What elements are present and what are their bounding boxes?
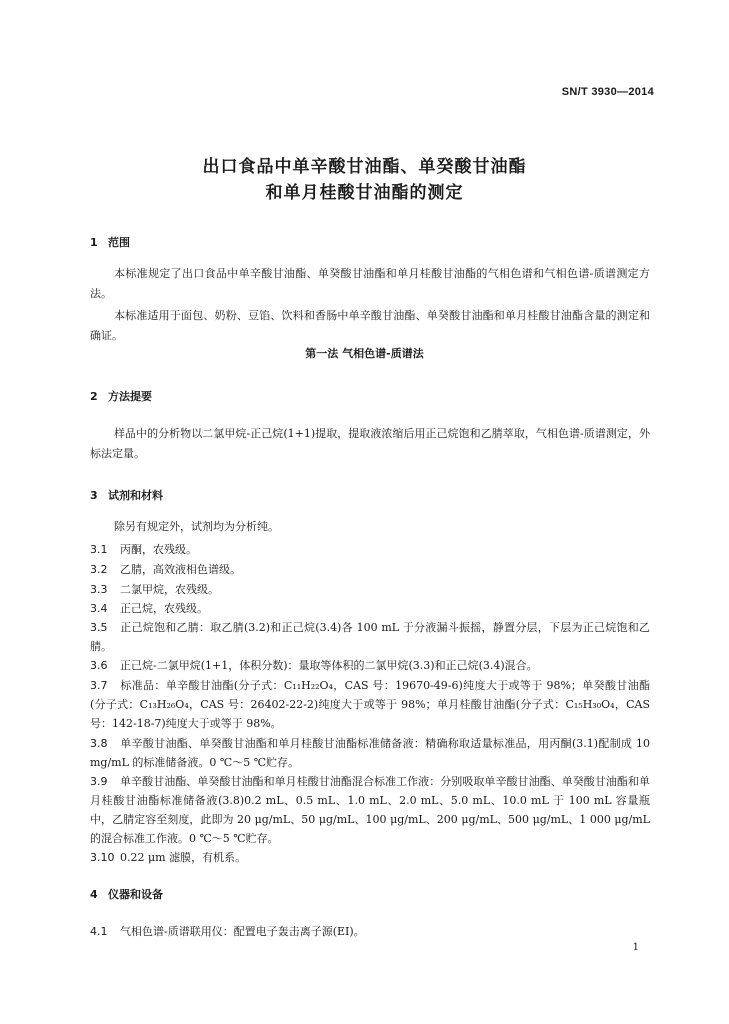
section-heading-instruments	[90, 886, 163, 902]
principle-paragraph: 样品中的分析物以二氯甲烷-正己烷(1+1)提取，提取液浓缩后用正己烷饱和乙腈萃取，气相色谱-质谱测定，外标法定量。	[90, 427, 650, 460]
scope-paragraph-2: 本标准适用于面包、奶粉、豆馅、饮料和香肠中单辛酸甘油酯、单癸酸甘油酯和单月桂酸甘油酯含量的测定和确证。	[90, 309, 650, 342]
standard-number: SN/T 3930—2014	[561, 86, 654, 98]
reagent-item	[90, 560, 650, 579]
document-title-line-2: 和单月桂酸甘油酯的测定	[265, 183, 464, 203]
item-number: 3.1	[90, 543, 108, 556]
section-number: 1	[90, 236, 98, 249]
item-number: 3.2	[90, 563, 108, 576]
method-title: 第一法 气相色谱-质谱法	[305, 347, 424, 360]
instrument-item	[90, 922, 650, 941]
item-text: 正己烷饱和乙腈：取乙腈(3.2)和正己烷(3.4)各 100 mL 于分液漏斗振摇，静置分层，下层为正己烷饱和乙腈。	[90, 621, 650, 653]
section-title: 方法提要	[108, 390, 152, 403]
section-number: 4	[90, 888, 98, 901]
item-text: 气相色谱-质谱联用仪：配置电子轰击离子源(EI)。	[120, 925, 365, 938]
item-number: 3.6	[90, 659, 108, 672]
page-number: 1	[632, 942, 639, 953]
item-number: 3.4	[90, 602, 108, 615]
section-heading-reagents	[90, 487, 163, 503]
item-number: 3.3	[90, 583, 108, 596]
section-title: 仪器和设备	[108, 888, 163, 901]
scope-paragraph-1: 本标准规定了出口食品中单辛酸甘油酯、单癸酸甘油酯和单月桂酸甘油酯的气相色谱和气相色谱-质谱测定方法。	[90, 267, 650, 300]
item-text: 正己烷-二氯甲烷(1+1，体积分数)：量取等体积的二氯甲烷(3.3)和正己烷(3.4)混合。	[120, 659, 538, 672]
reagent-item	[90, 618, 650, 656]
section-heading-scope	[90, 234, 130, 250]
reagent-item	[90, 656, 650, 675]
section-number: 2	[90, 390, 98, 403]
item-text: 正己烷，农残级。	[120, 602, 208, 615]
reagents-intro: 除另有规定外，试剂均为分析纯。	[114, 520, 279, 533]
section-title: 范围	[108, 236, 130, 249]
item-number: 3.7	[90, 679, 108, 692]
reagent-item	[90, 676, 650, 733]
item-number: 3.5	[90, 621, 108, 634]
item-text: 单辛酸甘油酯、单癸酸甘油酯和单月桂酸甘油酯标准储备液：精确称取适量标准品，用丙酮(3.1)配制成 10 mg/mL 的标准储备液。0 ℃～5 ℃贮存。	[90, 737, 650, 769]
reagent-item	[90, 580, 650, 599]
item-text: 乙腈，高效液相色谱级。	[120, 563, 241, 576]
item-number: 3.10	[90, 851, 115, 864]
reagent-item	[90, 599, 650, 618]
section-heading-principle	[90, 388, 152, 404]
reagent-item	[90, 848, 650, 867]
item-text: 二氯甲烷，农残级。	[120, 583, 219, 596]
item-number: 3.8	[90, 737, 108, 750]
item-text: 0.22 μm 滤膜，有机系。	[120, 851, 247, 864]
item-number: 3.9	[90, 775, 108, 788]
item-number: 4.1	[90, 925, 108, 938]
section-number: 3	[90, 489, 98, 502]
item-text: 丙酮，农残级。	[120, 543, 197, 556]
item-text: 标准品：单辛酸甘油酯(分子式：C₁₁H₂₂O₄，CAS 号：19670-49-6)纯度大于或等于 98%；单癸酸甘油酯(分子式：C₁₃H₂₆O₄，CAS 号：26402-22-2)纯度大于或等于 98%；单月桂酸甘油酯(分子式：C₁₅H₃₀O₄，CAS 号：142-18-7)纯度大于或等于 98%。	[90, 679, 650, 730]
item-text: 单辛酸甘油酯、单癸酸甘油酯和单月桂酸甘油酯混合标准工作液：分别吸取单辛酸甘油酯、单癸酸甘油酯和单月桂酸甘油酯标准储备液(3.8)0.2 mL、0.5 mL、1.0 mL、2.0 mL、5.0 mL、10.0 mL 于 100 mL 容量瓶中，乙腈定容至刻度，此即为 20 μg/mL、50 μg/mL、100 μg/mL、200 μg/mL、500 μg/mL、1 000 μg/mL 的混合标准工作液。0 ℃～5 ℃贮存。	[90, 775, 650, 845]
reagent-item	[90, 734, 650, 772]
reagent-item	[90, 540, 650, 559]
reagent-item	[90, 772, 650, 848]
document-title-line-1: 出口食品中单辛酸甘油酯、单癸酸甘油酯	[202, 157, 527, 177]
section-title: 试剂和材料	[108, 489, 163, 502]
